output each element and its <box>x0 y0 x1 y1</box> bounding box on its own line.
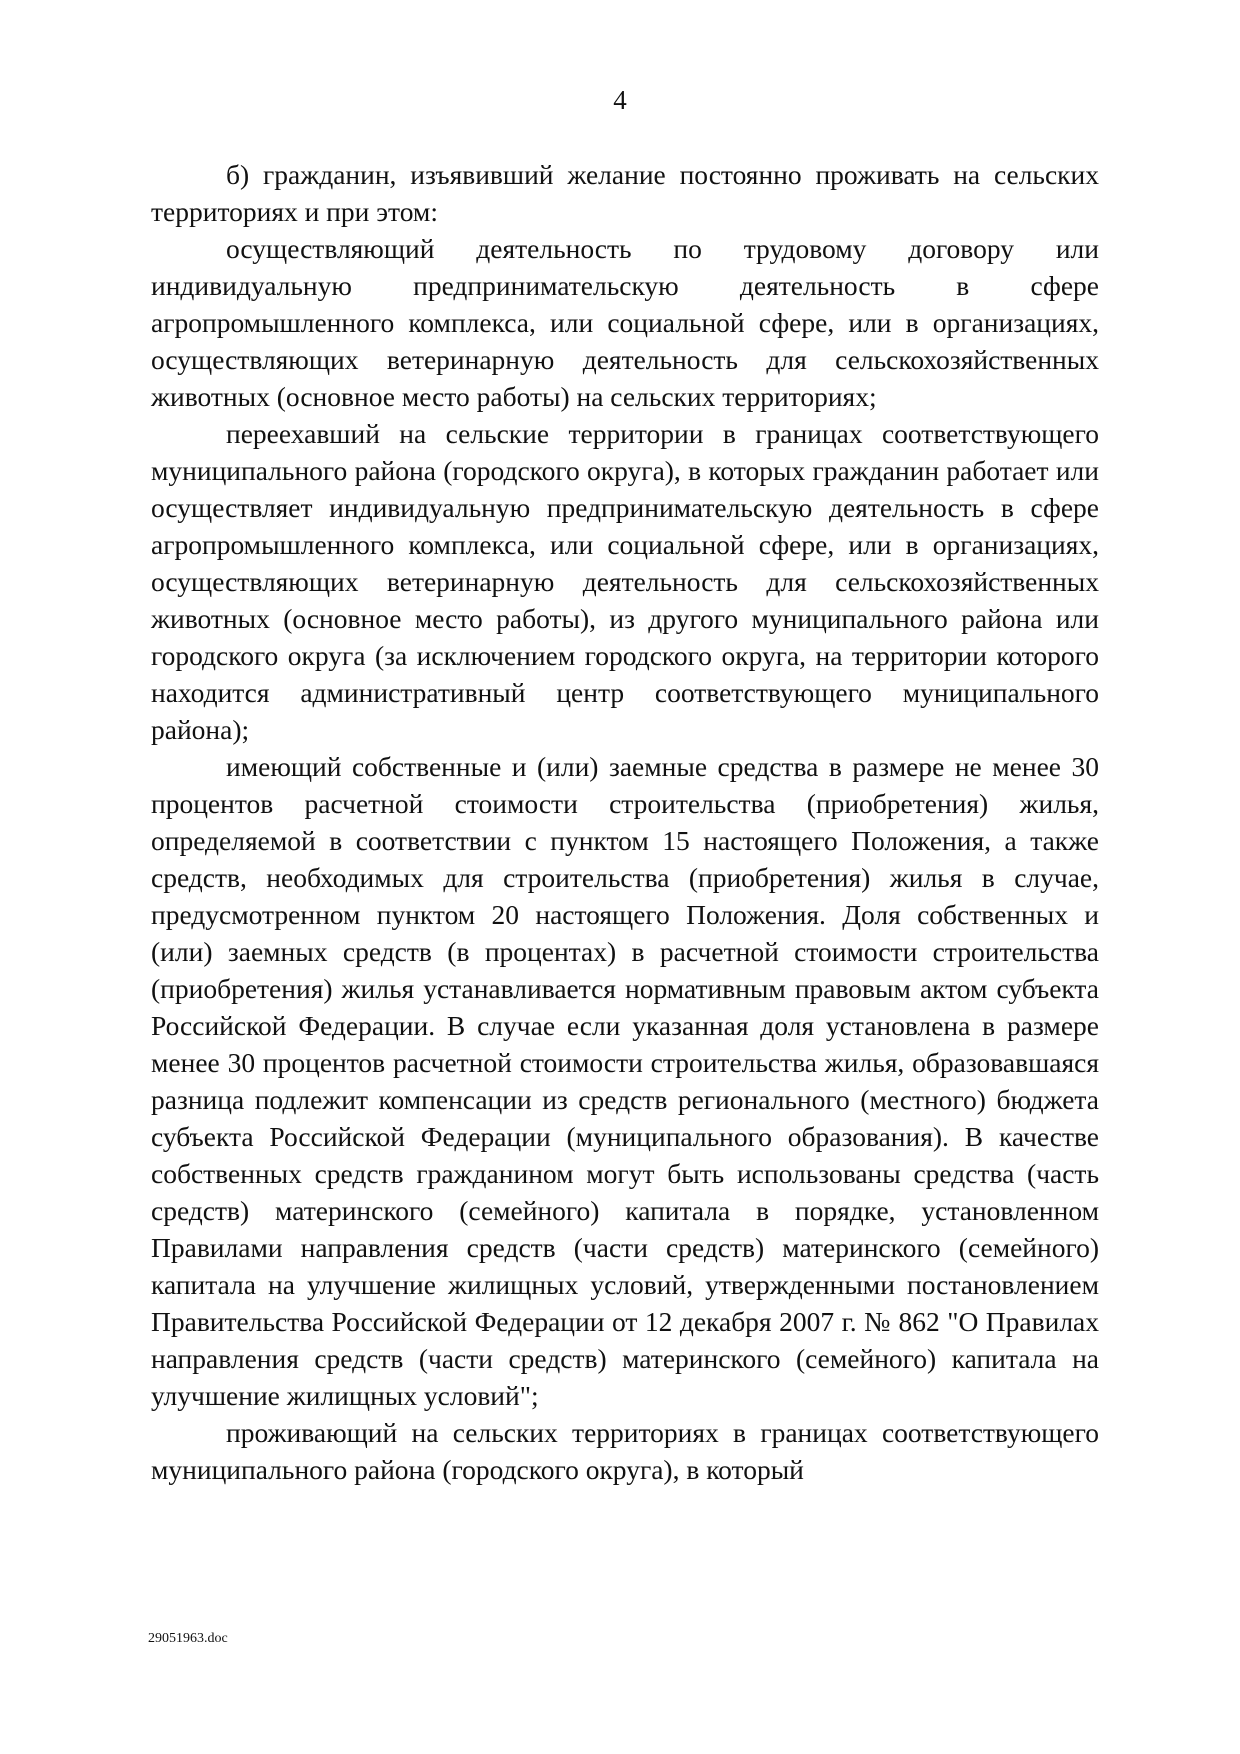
paragraph: б) гражданин, изъявивший желание постоянно проживать на сельских территориях и при этом: <box>151 159 1099 227</box>
page-number: 4 <box>613 85 627 115</box>
file-name-footer: 29051963.doc <box>148 1631 228 1646</box>
document-body <box>151 156 1099 1488</box>
paragraph: осуществляющий деятельность по трудовому договору или индивидуальную предпринимательскую деятельность в сфере агропромышленного комплекса, или социальной сфере, или в организациях, осуществляющих ветеринарную деятельность для сельскохозяйственных животных (основное место работы) на сельских территориях; <box>151 233 1099 412</box>
paragraph: проживающий на сельских территориях в границах соответствующего муниципального района (городского округа), в который <box>151 1417 1099 1485</box>
paragraph: переехавший на сельские территории в границах соответствующего муниципального района (городского округа), в которых гражданин работает или осуществляет индивидуальную предпринимательскую деятельность в сфере агропромышленного комплекса, или социальной сфере, или в организациях, осуществляющих ветеринарную деятельность для сельскохозяйственных животных (основное место работы), из другого муниципального района или городского округа (за исключением городского округа, на территории которого находится административный центр соответствующего муниципального района); <box>151 418 1099 745</box>
paragraph: имеющий собственные и (или) заемные средства в размере не менее 30 процентов расчетной стоимости строительства (приобретения) жилья, определяемой в соответствии с пунктом 15 настоящего Положения, а также средств, необходимых для строительства (приобретения) жилья в случае, предусмотренном пунктом 20 настоящего Положения. Доля собственных и (или) заемных средств (в процентах) в расчетной стоимости строительства (приобретения) жилья устанавливается нормативным правовым актом субъекта Российской Федерации. В случае если указанная доля установлена в размере менее 30 процентов расчетной стоимости строительства жилья, образовавшаяся разница подлежит компенсации из средств регионального (местного) бюджета субъекта Российской Федерации (муниципального образования). В качестве собственных средств гражданином могут быть использованы средства (часть средств) материнского (семейного) капитала в порядке, установленном Правилами направления средств (части средств) материнского (семейного) капитала на улучшение жилищных условий, утвержденными постановлением Правительства Российской Федерации от 12 декабря 2007 г. № 862 "О Правилах направления средств (части средств) материнского (семейного) капитала на улучшение жилищных условий"; <box>151 751 1099 1411</box>
